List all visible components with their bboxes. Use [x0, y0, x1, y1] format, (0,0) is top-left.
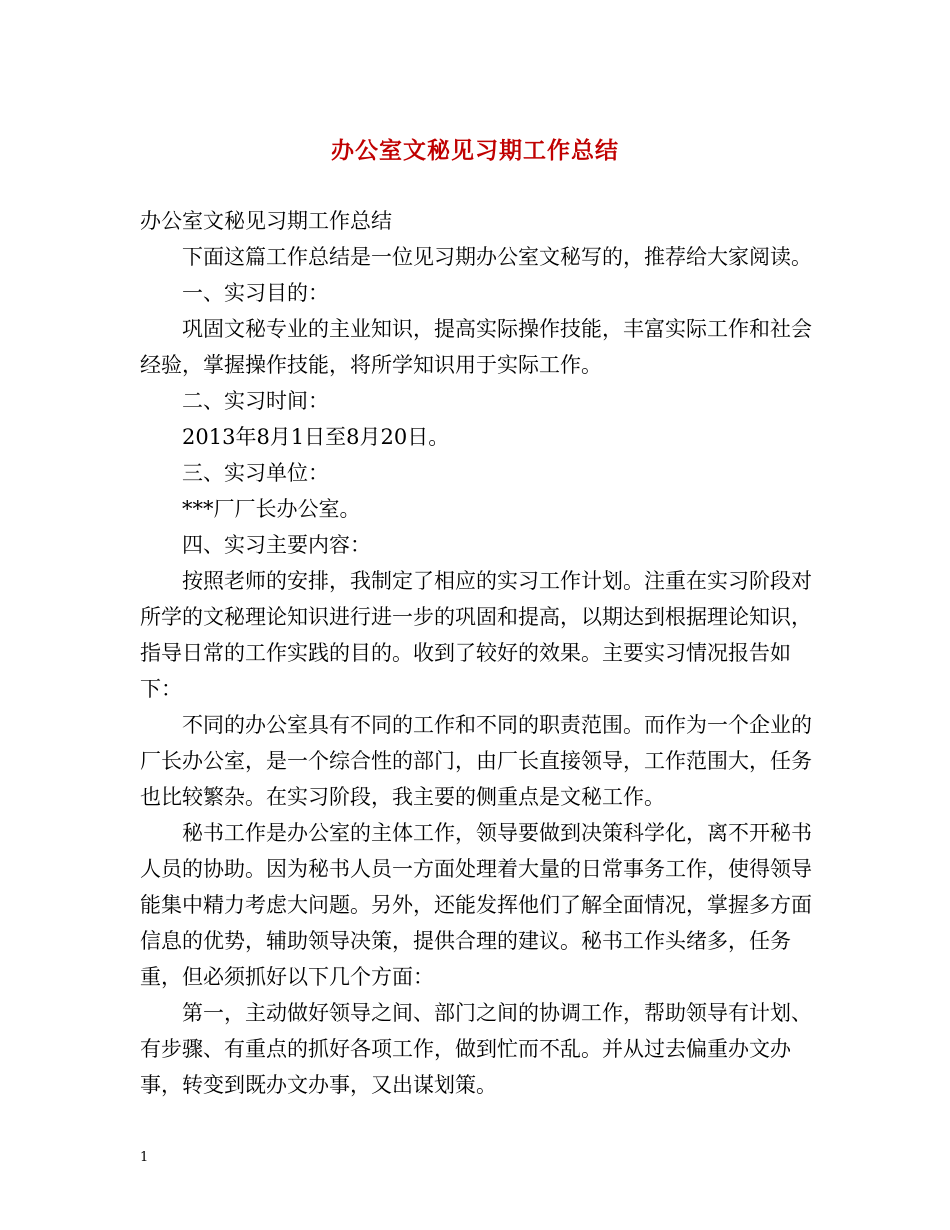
paragraph-first-point: 第一，主动做好领导之间、部门之间的协调工作，帮助领导有计划、有步骤、有重点的抓好各项工作，做到忙而不乱。并从过去偏重办文办事，转变到既办文办事，又出谋划策。	[140, 1001, 812, 1097]
document-title: 办公室文秘见习期工作总结	[331, 137, 619, 164]
paragraph-plan: 按照老师的安排，我制定了相应的实习工作计划。注重在实习阶段对所学的文秘理论知识进行进一步的巩固和提高，以期达到根据理论知识，指导日常的工作实践的目的。收到了较好的效果。主要实习情况报告如下：	[140, 569, 812, 701]
section-heading-content: 四、实习主要内容：	[182, 533, 371, 557]
paragraph-office: 不同的办公室具有不同的工作和不同的职责范围。而作为一个企业的厂长办公室，是一个综合性的部门，由厂长直接领导，工作范围大，任务也比较繁杂。在实习阶段，我主要的侧重点是文秘工作。	[140, 713, 812, 809]
paragraph-unit: ***厂厂长办公室。	[182, 497, 361, 521]
paragraph-purpose: 巩固文秘专业的主业知识，提高实际操作技能，丰富实际工作和社会经验，掌握操作技能，将所学知识用于实际工作。	[140, 317, 812, 377]
section-heading-unit: 三、实习单位：	[182, 461, 329, 485]
section-heading-time: 二、实习时间：	[182, 389, 329, 413]
paragraph-secretary: 秘书工作是办公室的主体工作，领导要做到决策科学化，离不开秘书人员的协助。因为秘书人员一方面处理着大量的日常事务工作，使得领导能集中精力考虑大问题。另外，还能发挥他们了解全面情况，掌握多方面信息的优势，辅助领导决策，提供合理的建议。秘书工作头绪多，任务重，但必须抓好以下几个方面：	[140, 821, 812, 989]
paragraph-intro: 下面这篇工作总结是一位见习期办公室文秘写的，推荐给大家阅读。	[182, 245, 812, 269]
document-body	[140, 203, 828, 1103]
section-heading-purpose: 一、实习目的：	[182, 281, 329, 305]
paragraph-time: 2013年8月1日至8月20日。	[182, 425, 450, 449]
page-number: 1	[140, 1150, 149, 1165]
body-heading: 办公室文秘见习期工作总结	[140, 209, 392, 233]
